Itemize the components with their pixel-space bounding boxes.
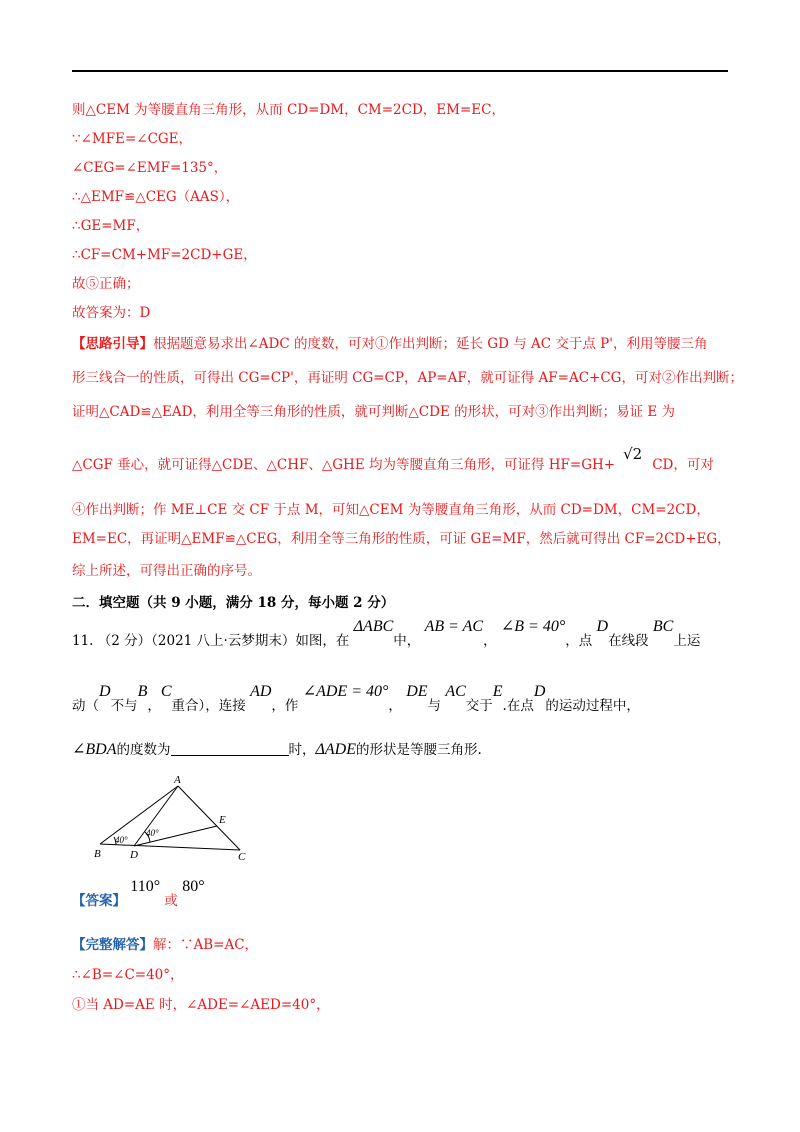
guide-line-4 [72,445,714,474]
question-line-3 [72,741,482,759]
segment-bc: BC [652,618,674,635]
sqrt2-formula: √2 [623,445,643,463]
text: 的形状是等腰三角形. [356,742,482,758]
text: ，作 [271,698,299,714]
point-b: B [137,683,148,700]
label-b: B [94,848,101,860]
segment-de: DE [406,683,428,700]
label-c: C [238,851,246,862]
guide-line-5: ④作出判断；作 ME⊥CE 交 CF 于点 M，可知△CEM 为等腰直角三角形，从而 CD=DM，CM=2CD， [72,502,710,518]
text: 中， [393,633,421,649]
guide-line-3: 证明△CAD≌△EAD，利用全等三角形的性质，就可判断△CDE 的形状，可对③作出判断；易证 E 为 [72,404,676,420]
solution-line: ∵∠MFE=∠CGE， [72,131,193,147]
question-number: 11. [72,633,94,649]
text: 时， [288,742,316,758]
text: 在线段 [608,633,649,649]
guide-text: 根据题意易求出∠ADC 的度数，可对①作出判断；延长 GD 与 AC 交于点 P'，利用等腰三角 [153,336,708,352]
point-c: C [160,683,172,700]
triangle-ade: ΔADE [315,741,357,758]
angle-b-40: ∠B = 40° [500,618,566,635]
guide-text: CD，可对 [652,457,714,473]
guide-line-6: EM=EC，再证明△EMF≌△CEG，利用全等三角形的性质，可证 GE=MF，然后就可得出 CF=2CD+EG， [72,531,731,547]
angle-bda: ∠BDA [72,741,117,758]
solution-line: ∴△EMF≌△CEG（AAS）， [72,189,240,205]
solution-line: 故⑤正确； [72,276,140,292]
label-angle-b: 40° [115,835,128,845]
label-angle-ade: 40° [146,828,159,838]
angle-ade-40: ∠ADE = 40° [302,683,389,700]
solution-text: 解：∵AB=AC， [153,937,259,953]
text: ，点 [565,633,593,649]
label-e: E [219,814,226,826]
side-ac [178,786,240,850]
answer-value-2: 80° [182,878,205,895]
text: 不与 [110,698,138,714]
point-e: E [492,683,503,700]
point-d: D [596,618,609,635]
guide-line-1 [72,335,707,353]
answer-or: 或 [164,893,178,909]
guide-line-7: 综上所述，可得出正确的序号。 [72,563,261,579]
answer-line [72,878,205,910]
text: ， [388,698,402,714]
triangle-figure [90,772,260,862]
text: 重合），连接 [171,698,246,714]
full-solution-line-3: ①当 AD=AE 时，∠ADE=∠AED=40°， [72,997,330,1013]
final-answer-line: 故答案为：D [72,305,151,321]
text: 动（ [72,698,99,714]
triangle-abc: ΔABC [353,618,394,635]
solution-line: ∠CEG=∠EMF=135°， [72,160,228,176]
solution-line: 则△CEM 为等腰直角三角形，从而 CD=DM，CM=2CD，EM=EC， [72,102,505,118]
text: 的度数为 [116,742,171,758]
side-ab [100,786,178,844]
guide-line-2: 形三线合一的性质，可得出 CG=CP'，再证明 CG=CP，AP=AF，就可证得 AF=AC+CG，可对②作出判断； [72,370,743,386]
segment-ac: AC [445,683,466,700]
label-d: D [130,849,138,861]
answer-value-1: 110° [130,878,161,895]
full-solution-label: 【完整解答】 [72,937,153,953]
answer-blank[interactable] [171,741,289,756]
question-source: （2 分）（2021 八上·云梦期末）如图，在 [97,633,350,649]
full-solution-line-2: ∴∠B=∠C=40°， [72,967,184,983]
guide-label: 【思路引导】 [72,336,153,352]
question-line-2 [72,683,640,715]
full-solution-line-1 [72,936,258,954]
text: .在点 [502,698,534,714]
question-line-1 [72,618,701,650]
point-d: D [99,683,111,700]
point-d: D [533,683,546,700]
header-rule [72,70,728,72]
text: ， [483,633,497,649]
section-heading: 二．填空题（共 9 小题，满分 18 分，每小题 2 分） [72,595,395,611]
ab-eq-ac: AB = AC [424,618,484,635]
answer-label: 【答案】 [72,893,126,909]
guide-text: △CGF 垂心，就可证得△CDE、△CHF、△GHE 均为等腰直角三角形，可证得 HF=GH+ [72,457,616,473]
text: 的运动过程中， [545,698,640,714]
text: 交于 [465,698,493,714]
segment-ad: AD [250,683,272,700]
text: ， [147,698,161,714]
label-a: A [174,774,181,786]
text: 与 [427,698,442,714]
text: 上运 [673,633,701,649]
solution-line: ∴CF=CM+MF=2CD+GE， [72,247,257,263]
solution-line: ∴GE=MF， [72,218,150,234]
